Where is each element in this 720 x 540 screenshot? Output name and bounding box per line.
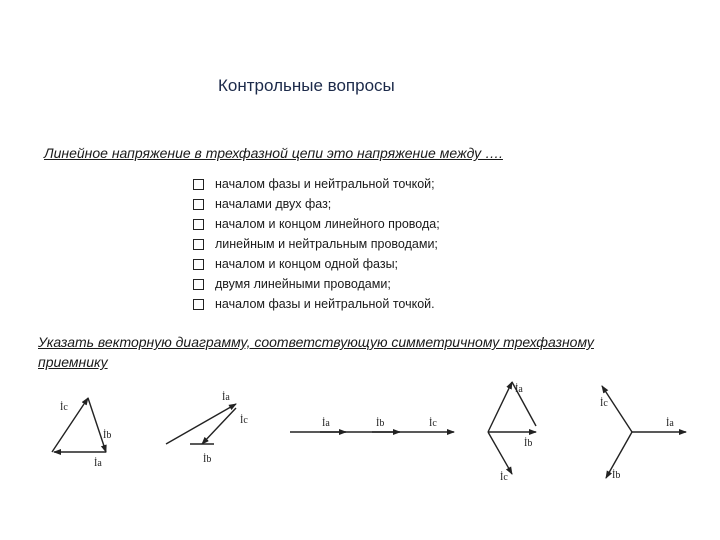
diagram-1-triangle[interactable] <box>52 398 111 469</box>
question-text: Линейное напряжение в трехфазной цепи это напряжение между …. <box>44 145 503 161</box>
answer-option[interactable] <box>193 214 440 234</box>
label-ia: İa <box>666 418 674 429</box>
checkbox-icon[interactable] <box>193 259 204 270</box>
label-ib: İb <box>524 438 533 449</box>
answer-option[interactable] <box>193 294 440 314</box>
checkbox-icon[interactable] <box>193 179 204 190</box>
label-ia: İa <box>322 418 330 429</box>
option-label: началами двух фаз; <box>215 197 332 211</box>
label-ia: İa <box>515 384 523 395</box>
vector-ic <box>602 386 632 432</box>
option-label: линейным и нейтральным проводами; <box>215 237 438 251</box>
vector-ic <box>52 398 88 452</box>
label-ib: İb <box>376 418 385 429</box>
option-label: началом фазы и нейтральной точкой; <box>215 177 435 191</box>
label-ib: İb <box>103 430 112 441</box>
checkbox-icon[interactable] <box>193 279 204 290</box>
answer-options <box>193 174 440 314</box>
label-ic: İc <box>600 398 608 409</box>
label-ib: İb <box>612 470 621 481</box>
page-title: Контрольные вопросы <box>218 76 395 95</box>
vector-ia <box>166 404 236 444</box>
answer-option[interactable] <box>193 274 440 294</box>
diagram-5-star[interactable] <box>600 386 686 481</box>
answer-option[interactable] <box>193 254 440 274</box>
label-ic: İc <box>240 415 248 426</box>
vector-diagrams <box>0 370 720 490</box>
label-ib: İb <box>203 454 212 465</box>
vector-ic <box>488 432 512 474</box>
checkbox-icon[interactable] <box>193 239 204 250</box>
answer-option[interactable] <box>193 194 440 214</box>
diagram-4-star[interactable] <box>488 382 536 483</box>
checkbox-icon[interactable] <box>193 199 204 210</box>
diagram-3-collinear[interactable] <box>290 417 454 432</box>
label-ic: İc <box>500 472 508 483</box>
task-text: Указать векторную диаграмму, соответствующую симметричному трехфазному приемнику <box>38 334 594 370</box>
vector-ib <box>88 398 106 452</box>
option-label: двумя линейными проводами; <box>215 277 391 291</box>
diagram-2-oblique[interactable] <box>166 391 248 465</box>
checkbox-icon[interactable] <box>193 299 204 310</box>
option-label: началом и концом линейного провода; <box>215 217 440 231</box>
label-ic: İc <box>429 418 437 429</box>
vector-ia-left <box>488 382 512 432</box>
label-ic: İc <box>60 402 68 413</box>
answer-option[interactable] <box>193 234 440 254</box>
label-ia: İa <box>222 392 230 403</box>
label-ia: İa <box>94 458 102 469</box>
option-label: началом и концом одной фазы; <box>215 257 399 271</box>
option-label: началом фазы и нейтральной точкой. <box>215 297 435 311</box>
checkbox-icon[interactable] <box>193 219 204 230</box>
answer-option[interactable] <box>193 174 440 194</box>
